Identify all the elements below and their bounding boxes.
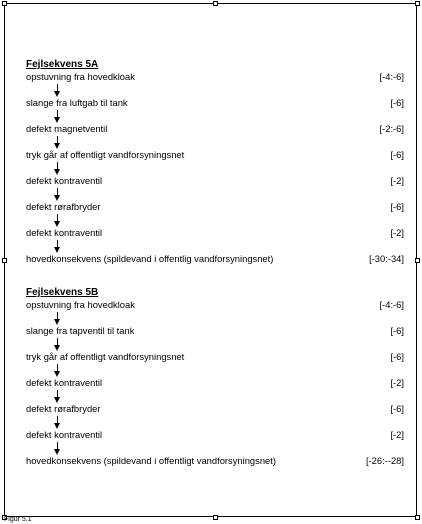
sequence-row <box>26 455 404 467</box>
row-label: tryk går af offentligt vandforsyningsnet <box>26 351 185 362</box>
sequence-row <box>26 429 404 441</box>
down-arrow-icon <box>54 338 62 351</box>
down-arrow-icon <box>54 364 62 377</box>
down-arrow-icon <box>54 214 62 227</box>
figure-caption: Figur 5.1 <box>4 516 32 523</box>
row-value: [-6] <box>390 351 404 362</box>
row-value: [-6] <box>390 325 404 336</box>
row-value: [-26:--28] <box>365 455 404 466</box>
row-label: opstuvning fra hovedkloak <box>26 71 135 82</box>
sequence-row <box>26 71 404 83</box>
down-arrow-icon <box>54 442 62 455</box>
section-title: Fejlsekvens 5A <box>26 59 99 70</box>
sequence-row <box>26 227 404 239</box>
row-value: [-2] <box>390 175 404 186</box>
sequence-row <box>26 149 404 161</box>
row-label: slange fra tapventil til tank <box>26 325 135 336</box>
row-label: defekt rørafbryder <box>26 403 101 414</box>
row-label: slange fra luftgab til tank <box>26 97 128 108</box>
row-value: [-6] <box>390 149 404 160</box>
down-arrow-icon <box>54 162 62 175</box>
row-value: [-30:-34] <box>369 253 404 264</box>
down-arrow-icon <box>54 188 62 201</box>
row-value: [-6] <box>390 97 404 108</box>
row-label: defekt kontraventil <box>26 429 103 440</box>
row-label: hovedkonsekvens (spildevand i offentlig vandforsyningsnet) <box>26 253 274 264</box>
row-label: defekt rørafbryder <box>26 201 101 212</box>
row-label: tryk går af offentligt vandforsyningsnet <box>26 149 185 160</box>
row-label: opstuvning fra hovedkloak <box>26 299 135 310</box>
section-title: Fejlsekvens 5B <box>26 287 99 298</box>
row-label: defekt magnetventil <box>26 123 108 134</box>
sequence-row <box>26 351 404 363</box>
row-value: [-2:-6] <box>379 123 404 134</box>
resize-handle-bottom-right[interactable] <box>415 515 420 520</box>
sequence-row <box>26 325 404 337</box>
resize-handle-middle-right[interactable] <box>415 258 420 263</box>
resize-handle-top-right[interactable] <box>415 1 420 6</box>
sequence-row <box>26 299 404 311</box>
down-arrow-icon <box>54 110 62 123</box>
row-value: [-4:-6] <box>379 71 404 82</box>
sequence-row <box>26 201 404 213</box>
down-arrow-icon <box>54 416 62 429</box>
sequence-row <box>26 97 404 109</box>
sequence-row <box>26 403 404 415</box>
down-arrow-icon <box>54 390 62 403</box>
row-value: [-2] <box>390 377 404 388</box>
row-value: [-6] <box>390 403 404 414</box>
sequence-row <box>26 377 404 389</box>
sequence-row <box>26 253 404 265</box>
resize-handle-middle-left[interactable] <box>2 258 7 263</box>
row-label: defekt kontraventil <box>26 377 103 388</box>
resize-handle-top-center[interactable] <box>213 1 218 6</box>
down-arrow-icon <box>54 240 62 253</box>
resize-handle-top-left[interactable] <box>2 1 7 6</box>
row-value: [-2] <box>390 429 404 440</box>
row-label: defekt kontraventil <box>26 175 103 186</box>
resize-handle-bottom-center[interactable] <box>213 515 218 520</box>
down-arrow-icon <box>54 136 62 149</box>
row-value: [-2] <box>390 227 404 238</box>
down-arrow-icon <box>54 84 62 97</box>
row-value: [-6] <box>390 201 404 212</box>
row-value: [-4:-6] <box>379 299 404 310</box>
row-label: defekt kontraventil <box>26 227 103 238</box>
sequence-row <box>26 175 404 187</box>
down-arrow-icon <box>54 312 62 325</box>
row-label: hovedkonsekvens (spildevand i offentligt vandforsyningsnet) <box>26 455 276 466</box>
sequence-row <box>26 123 404 135</box>
